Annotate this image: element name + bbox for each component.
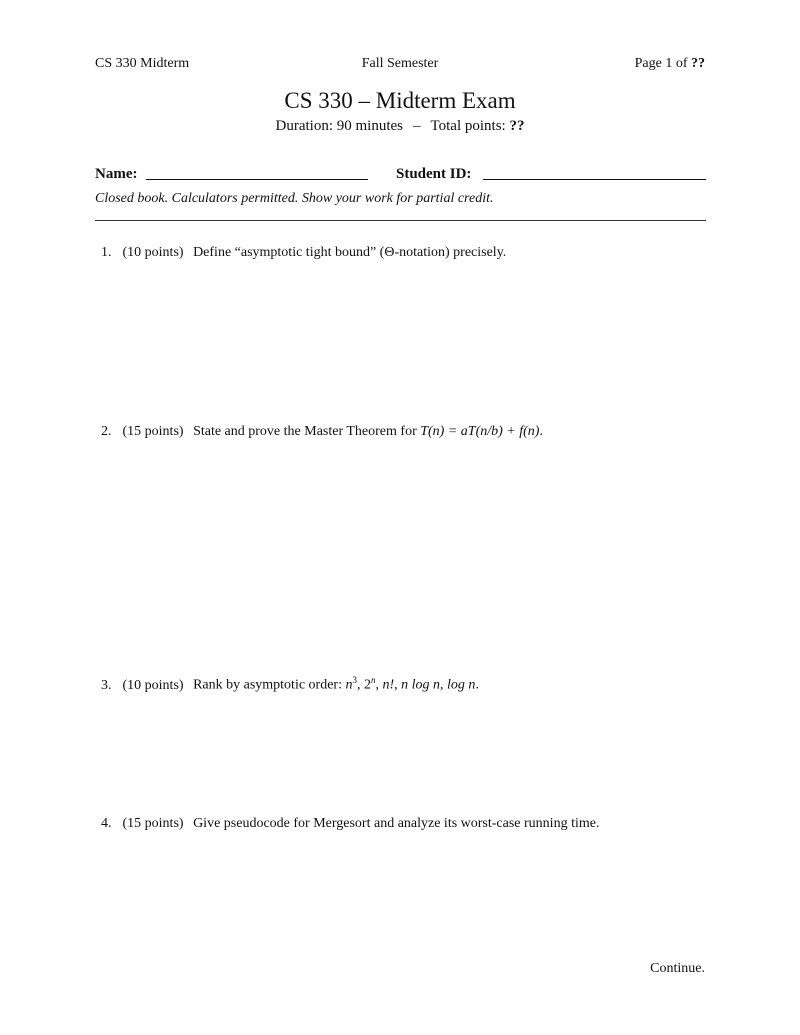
question-1: [101, 245, 701, 261]
term-logn: log n: [447, 677, 476, 693]
question-text: Rank by asymptotic order:: [193, 677, 346, 693]
points-value: ??: [509, 118, 525, 134]
question-text: Give pseudocode for Mergesort and analyze its worst-case running time.: [193, 816, 600, 831]
exam-subtitle: [0, 118, 800, 135]
question-number: 2.: [101, 424, 112, 439]
question-text-suffix: .: [475, 677, 479, 693]
header-semester: Fall Semester: [361, 56, 439, 71]
term-two-base: 2: [363, 677, 371, 693]
student-id-label: Student ID:: [396, 166, 472, 182]
points-label: Total points:: [430, 118, 510, 134]
question-points: (10 points): [122, 245, 184, 260]
question-text-suffix: .: [539, 424, 543, 439]
student-id-field[interactable]: [483, 179, 706, 180]
question-2: [101, 424, 701, 440]
name-field[interactable]: [146, 179, 368, 180]
continue-note: Continue.: [650, 961, 705, 976]
question-number: 4.: [101, 816, 112, 831]
term-nlogn: n log n: [401, 677, 441, 693]
term-n-cubed-base: n: [345, 677, 353, 693]
page-prefix: Page 1 of: [634, 56, 691, 71]
term-factorial: n!: [382, 677, 395, 693]
question-points: (10 points): [122, 677, 184, 693]
question-points: (15 points): [122, 816, 184, 831]
subtitle-separator: –: [413, 118, 421, 134]
question-text: Define “asymptotic tight bound” (Θ-notation) precisely.: [193, 245, 507, 260]
exam-title: CS 330 – Midterm Exam: [284, 88, 516, 113]
question-number: 1.: [101, 245, 112, 260]
recurrence-formula: T(n) = aT(n/b) + f(n): [420, 424, 540, 439]
question-4: [101, 816, 701, 832]
header-page-number: [635, 56, 705, 72]
question-points: (15 points): [122, 424, 184, 439]
term-two-exp: n: [370, 675, 376, 685]
question-number: 3.: [101, 677, 112, 693]
name-label: Name:: [95, 166, 138, 182]
duration: Duration: 90 minutes: [275, 118, 404, 134]
question-3: 3. (10 points) Rank by asymptotic order: $n^3$, 2$^n$, n!, n log n, log n.: [101, 675, 479, 693]
term-n-cubed-exp: 3: [352, 675, 357, 685]
page-total: ??: [691, 56, 705, 71]
divider: [95, 220, 706, 221]
question-text: State and prove the Master Theorem for: [193, 424, 421, 439]
instructions: Closed book. Calculators permitted. Show your work for partial credit.: [95, 191, 494, 206]
header-course: CS 330 Midterm: [95, 56, 190, 71]
